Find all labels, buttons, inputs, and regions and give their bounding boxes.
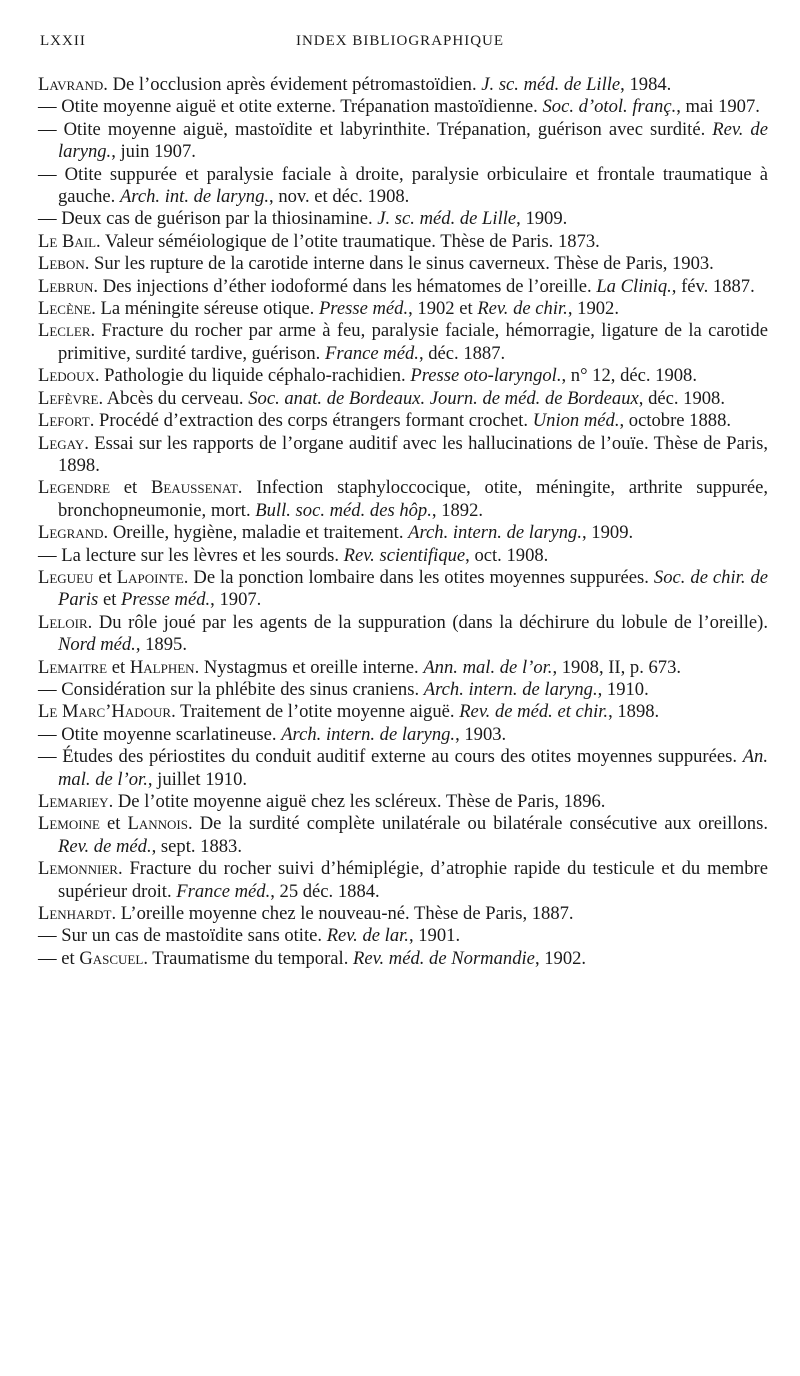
entry-text: , 1898. xyxy=(608,701,660,723)
entry-text: Deux cas de guérison par la thiosinamine. xyxy=(56,208,378,230)
entry-author: Ledoux xyxy=(38,365,95,387)
entry-text: , 1892. xyxy=(431,499,484,521)
journal-title: Presse méd. xyxy=(318,298,409,320)
page-number: LXXII xyxy=(40,33,86,49)
bibliography-entry xyxy=(38,925,768,947)
ditto-dash: — xyxy=(38,163,57,185)
entry-author: Lecène xyxy=(38,298,92,320)
entry-text: Considération sur la phlébite des sinus craniens. xyxy=(56,678,424,700)
journal-title: Presse oto-laryngol. xyxy=(410,365,562,387)
journal-title: Union méd. xyxy=(532,410,620,432)
entry-text: , octobre 1888. xyxy=(619,410,732,432)
journal-title: Soc. d’otol. franç. xyxy=(542,96,677,118)
entry-text: , mai 1907. xyxy=(676,96,760,118)
entry-text: , 1901. xyxy=(408,925,461,947)
journal-title: France méd. xyxy=(324,342,419,364)
bibliography-entry xyxy=(38,858,768,903)
bibliography-entry xyxy=(38,657,768,679)
entry-author: Lefort xyxy=(38,410,90,432)
bibliography-entry xyxy=(38,477,768,522)
entry-author: Leloir xyxy=(38,611,88,633)
entry-text: La lecture sur les lèvres et les sourds. xyxy=(56,544,344,566)
entry-text: , sept. 1883. xyxy=(151,835,242,857)
entry-text: . Fracture du rocher par arme à feu, paralysie faciale, hémorragie, ligature de la carotide primitive, surdité tardive, guérison. xyxy=(58,320,768,364)
entry-text: . Des injections d’éther iodoformé dans les hématomes de l’oreille. xyxy=(93,275,597,297)
entry-author: Lemariey xyxy=(38,791,109,812)
journal-title: Arch. int. de laryng. xyxy=(119,186,270,208)
entry-text: Sur un cas de mastoïdite sans otite. xyxy=(56,925,327,947)
bibliography-entry xyxy=(38,320,768,365)
entry-text: Otite moyenne aiguë et otite externe. Trépanation mastoïdienne. xyxy=(56,96,543,118)
bibliography-entry xyxy=(38,567,768,612)
entry-text: . Pathologie du liquide céphalo-rachidien. xyxy=(94,365,411,387)
entry-text: , déc. 1887. xyxy=(418,342,506,364)
bibliography-entry xyxy=(38,298,768,320)
entry-text: , 1902. xyxy=(567,298,619,320)
entry-text: , juin 1907. xyxy=(111,141,196,163)
bibliography-entry xyxy=(38,365,768,387)
entry-author: Legrand xyxy=(38,522,104,544)
entry-text: et xyxy=(98,589,122,611)
journal-title: Rev. de laryng. xyxy=(58,118,768,163)
connector: et xyxy=(110,477,151,499)
entry-author: Lemoine xyxy=(38,813,100,835)
entry-text: . Abcès du cerveau. xyxy=(98,387,249,409)
entry-text: . Oreille, hygiène, maladie et traitement. xyxy=(103,522,409,544)
entry-text: , déc. 1908. xyxy=(638,387,725,409)
ditto-dash: — xyxy=(38,96,57,118)
ditto-dash: — xyxy=(38,746,57,768)
entry-author: Lemaitre xyxy=(38,656,108,678)
journal-title: Presse méd. xyxy=(121,589,211,611)
bibliography-entry xyxy=(38,253,768,275)
page-header xyxy=(40,33,760,55)
bibliography-list xyxy=(38,74,768,970)
entry-text: . Du rôle joué par les agents de la suppuration (dans la déchirure du lobule de l’oreille). xyxy=(87,611,768,633)
entry-author: Lebrun xyxy=(38,275,94,297)
bibliography-entry xyxy=(38,545,768,567)
journal-title: An. mal. de l’or. xyxy=(58,746,768,790)
entry-text: . De l’otite moyenne aiguë chez les scléreux. Thèse de Paris, 1896. xyxy=(108,791,606,812)
bibliography-entry xyxy=(38,410,768,432)
entry-text: . La méningite séreuse otique. xyxy=(91,298,319,320)
entry-text: . De la surdité complète unilatérale ou bilatérale consécutive aux oreillons. xyxy=(188,813,768,835)
entry-text: . Sur les rupture de la carotide interne dans le sinus caverneux. Thèse de Paris, 1903. xyxy=(84,253,714,275)
entry-text: Otite moyenne scarlatineuse. xyxy=(56,723,282,745)
connector: et xyxy=(107,656,130,678)
entry-author: Legueu xyxy=(38,566,94,588)
journal-title: Rev. de méd. et chir. xyxy=(459,701,609,723)
journal-title: Rev. scientifique xyxy=(343,544,466,566)
connector: et xyxy=(93,566,117,588)
entry-author: Lecler xyxy=(38,320,91,342)
entry-author: Halphen xyxy=(129,656,195,678)
entry-text: , juillet 1910. xyxy=(147,768,248,790)
entry-text: , 1984. xyxy=(620,74,672,95)
entry-text: , 1902 et xyxy=(408,298,478,320)
entry-text: , oct. 1908. xyxy=(465,544,549,566)
journal-title: Arch. intern. de laryng. xyxy=(281,723,456,745)
bibliography-entry xyxy=(38,96,768,118)
bibliography-entry xyxy=(38,522,768,544)
journal-title: La Cliniq. xyxy=(596,275,672,297)
entry-author: Lemonnier xyxy=(38,858,118,880)
entry-author: Lapointe xyxy=(116,566,184,588)
ditto-dash: — xyxy=(38,947,57,969)
bibliography-entry xyxy=(38,119,768,164)
entry-text: , n° 12, déc. 1908. xyxy=(561,365,698,387)
entry-author: Lenhardt xyxy=(38,903,112,925)
bibliography-entry xyxy=(38,231,768,253)
bibliography-entry xyxy=(38,948,768,970)
bibliography-entry xyxy=(38,791,768,813)
journal-title: Arch. intern. de laryng. xyxy=(408,522,582,544)
journal-title: J. sc. méd. de Lille xyxy=(481,74,621,95)
bibliography-entry xyxy=(38,746,768,791)
journal-title: Rev. de chir. xyxy=(477,298,568,320)
bibliography-entry xyxy=(38,701,768,723)
entry-text: , 25 déc. 1884. xyxy=(270,880,380,902)
entry-text: , 1907. xyxy=(210,589,262,611)
entry-text: , 1909. xyxy=(516,208,568,230)
entry-text: , 1902. xyxy=(534,947,587,969)
entry-text: , 1903. xyxy=(455,723,507,745)
bibliography-entry xyxy=(38,679,768,701)
connector: et xyxy=(56,947,80,969)
journal-title: Rev. de lar. xyxy=(326,925,409,947)
entry-author: Lavrand xyxy=(38,74,104,95)
bibliography-entry xyxy=(38,813,768,858)
bibliography-entry xyxy=(38,276,768,298)
entry-text: , 1909. xyxy=(582,522,634,544)
entry-text: . De l’occlusion après évidement pétromastoïdien. xyxy=(103,74,482,95)
entry-text: , 1910. xyxy=(597,678,649,700)
entry-author: Lebon xyxy=(38,253,85,275)
ditto-dash: — xyxy=(38,678,57,700)
entry-text: . Infection staphyloccocique, otite, méningite, arthrite suppurée, bronchopneumonie, mort. xyxy=(58,477,769,521)
journal-title: Soc. de chir. de Paris xyxy=(58,566,769,611)
journal-title: J. sc. méd. de Lille xyxy=(377,208,517,230)
ditto-dash: — xyxy=(38,208,57,230)
entry-text: , 1895. xyxy=(135,634,187,656)
entry-text: . Traitement de l’otite moyenne aiguë. xyxy=(171,701,460,723)
journal-title: Arch. intern. de laryng. xyxy=(423,678,598,700)
page-title: INDEX BIBLIOGRAPHIQUE xyxy=(295,33,505,49)
entry-text: , 1908, II, p. 673. xyxy=(552,656,682,678)
journal-title: Rev. de méd. xyxy=(58,835,152,857)
entry-text: . De la ponction lombaire dans les otites moyennes suppurées. xyxy=(183,566,654,588)
entry-text: Otite suppurée et paralysie faciale à droite, paralysie orbiculaire et frontale traumatique à gauche. xyxy=(56,163,768,208)
entry-text: , nov. et déc. 1908. xyxy=(269,186,410,208)
bibliography-entry xyxy=(38,388,768,410)
entry-text: . Valeur séméiologique de l’otite traumatique. Thèse de Paris. 1873. xyxy=(96,230,600,252)
ditto-dash: — xyxy=(38,925,57,947)
entry-text: , fév. 1887. xyxy=(671,275,755,297)
entry-author: Le Marc’Hadour xyxy=(38,701,172,723)
entry-author: Lannois xyxy=(127,813,188,835)
connector: et xyxy=(99,813,128,835)
bibliography-entry xyxy=(38,903,768,925)
entry-text: Études des périostites du conduit auditif externe au cours des otites moyennes suppurées. xyxy=(56,746,743,768)
bibliography-entry xyxy=(38,74,768,96)
journal-title: Nord méd. xyxy=(58,634,136,656)
bibliography-entry xyxy=(38,612,768,657)
entry-text: . Essai sur les rapports de l’organe auditif avec les hallucinations de l’ouïe. Thèse de Paris, 1898. xyxy=(58,432,768,476)
entry-author: Legay xyxy=(38,432,85,454)
entry-author: Legendre xyxy=(38,477,111,499)
entry-text: . Fracture du rocher suivi d’hémiplégie, d’atrophie rapide du testicule et du membre supérieur droit. xyxy=(58,858,768,902)
bibliography-entry xyxy=(38,164,768,209)
journal-title: Rev. méd. de Normandie xyxy=(353,947,535,969)
entry-text: Otite moyenne aiguë, mastoïdite et labyrinthite. Trépanation, guérison avec surdité. xyxy=(56,118,713,140)
journal-title: Bull. soc. méd. des hôp. xyxy=(255,499,432,521)
journal-title: Ann. mal. de l’or. xyxy=(423,656,553,678)
bibliography-entry xyxy=(38,724,768,746)
bibliography-entry xyxy=(38,208,768,230)
journal-title: Soc. anat. de Bordeaux. Journ. de méd. de Bordeaux xyxy=(248,387,639,409)
entry-author: Le Bail xyxy=(38,230,97,252)
bibliography-entry xyxy=(38,433,768,478)
entry-author: Gascuel xyxy=(79,947,144,969)
ditto-dash: — xyxy=(38,723,57,745)
entry-text: . Traumatisme du temporal. xyxy=(143,947,353,969)
ditto-dash: — xyxy=(38,544,57,566)
entry-text: . L’oreille moyenne chez le nouveau-né. Thèse de Paris, 1887. xyxy=(111,903,574,925)
entry-text: . Nystagmus et oreille interne. xyxy=(194,656,424,678)
entry-author: Beaussenat xyxy=(150,477,238,499)
journal-title: France méd. xyxy=(176,880,271,902)
entry-author: Lefèvre xyxy=(38,387,99,409)
ditto-dash: — xyxy=(38,118,57,140)
entry-text: . Procédé d’extraction des corps étrangers formant crochet. xyxy=(89,410,533,432)
